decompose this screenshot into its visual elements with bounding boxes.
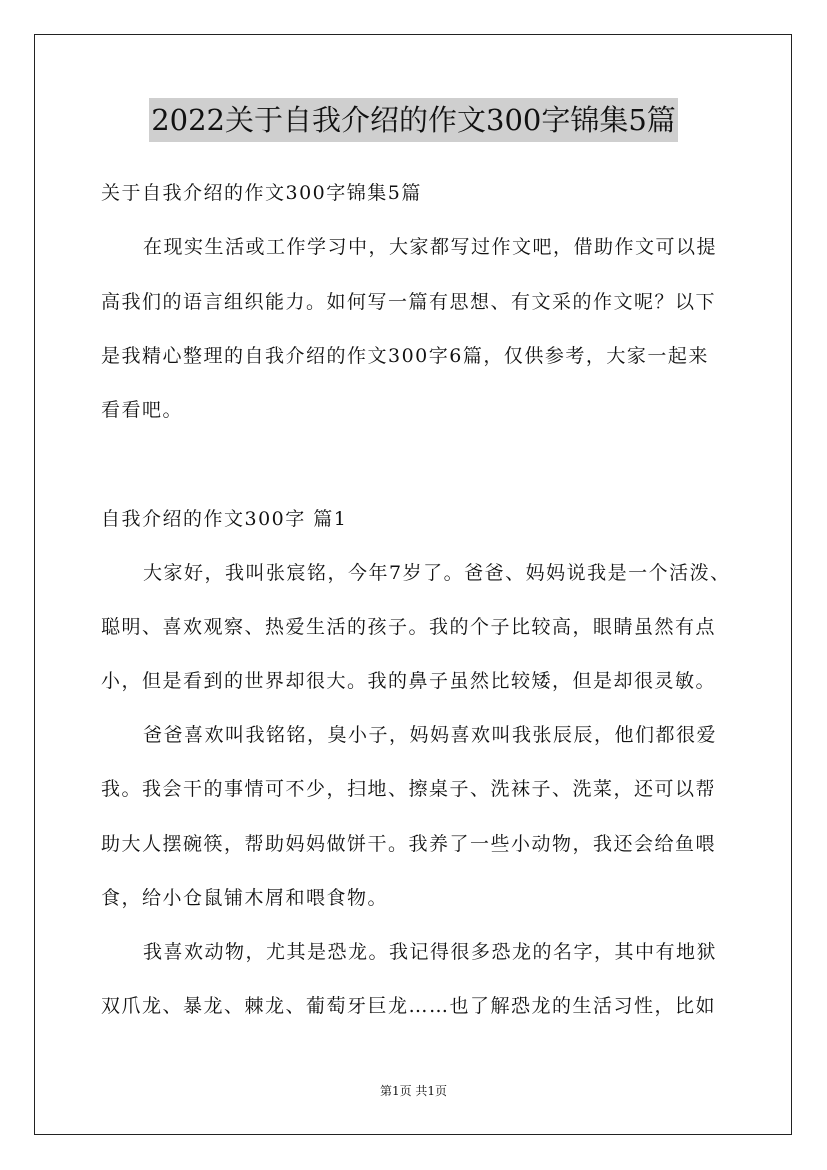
intro-line-2: 高我们的语言组织能力。如何写一篇有思想、有文采的作文呢？以下	[101, 291, 717, 313]
para3-line-2: 双爪龙、暴龙、棘龙、葡萄牙巨龙……也了解恐龙的生活习性，比如	[101, 995, 717, 1017]
page-footer: 第1页 共1页	[379, 1084, 448, 1098]
para2-line-4: 食，给小仓鼠铺木屑和喂食物。	[101, 887, 389, 909]
section-heading: 自我介绍的作文300字 篇1	[101, 508, 348, 530]
intro-line-4: 看看吧。	[101, 399, 184, 421]
para3-line-1: 我喜欢动物，尤其是恐龙。我记得很多恐龙的名字，其中有地狱	[143, 941, 718, 963]
document-title: 2022关于自我介绍的作文300字锦集5篇	[149, 98, 678, 142]
intro-line-3: 是我精心整理的自我介绍的作文300字6篇，仅供参考，大家一起来	[101, 345, 709, 367]
intro-line-1: 在现实生活或工作学习中，大家都写过作文吧，借助作文可以提	[143, 236, 718, 258]
para1-line-1: 大家好，我叫张宸铭，今年7岁了。爸爸、妈妈说我是一个活泼、	[143, 562, 731, 584]
para2-line-2: 我。我会干的事情可不少，扫地、擦桌子、洗袜子、洗菜，还可以帮	[101, 778, 717, 800]
para1-line-3: 小，但是看到的世界却很大。我的鼻子虽然比较矮，但是却很灵敏。	[101, 670, 717, 692]
title-container	[0, 98, 827, 142]
para2-line-3: 助大人摆碗筷，帮助妈妈做饼干。我养了一些小动物，我还会给鱼喂	[101, 833, 717, 855]
para2-line-1: 爸爸喜欢叫我铭铭，臭小子，妈妈喜欢叫我张辰辰，他们都很爱	[143, 724, 718, 746]
para1-line-2: 聪明、喜欢观察、热爱生活的孩子。我的个子比较高，眼睛虽然有点	[101, 616, 717, 638]
document-subtitle: 关于自我介绍的作文300字锦集5篇	[101, 182, 422, 204]
